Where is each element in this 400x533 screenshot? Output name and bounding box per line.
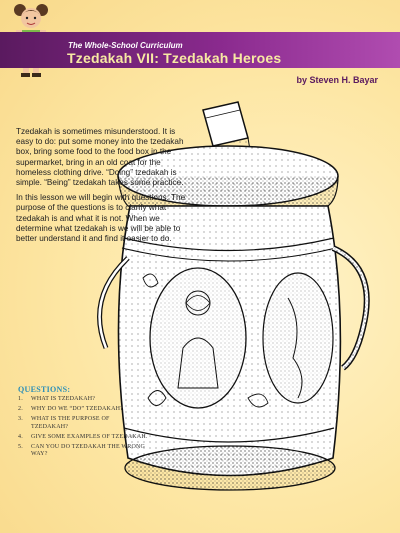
questions-heading: QUESTIONS: xyxy=(18,385,71,394)
question-item xyxy=(18,444,148,458)
question-item xyxy=(18,416,148,430)
question-item xyxy=(18,434,148,441)
questions-list xyxy=(18,396,148,461)
question-number: 4. xyxy=(18,433,23,440)
intro-paragraph: Tzedakah is sometimes misunderstood. It is easy to do: put some money into the tzedakah box, bring some food to the food box in the supermarket, bring in an old coat for the homeless clothing drive. “Doing” tzedakah is simple. “Being” tzedakah takes some practice. xyxy=(16,127,184,188)
question-item xyxy=(18,406,148,413)
series-label: The Whole-School Curriculum xyxy=(68,41,183,50)
page-title: Tzedakah VII: Tzedakah Heroes xyxy=(67,50,282,66)
lesson-paragraph: In this lesson we will begin with questions. The purpose of the questions is to clarify what tzedakah is and what it is not. When we determine what tzedakah is we will be able to better understand it and find it easier to do. xyxy=(16,193,186,244)
question-number: 5. xyxy=(18,444,23,451)
question-number: 2. xyxy=(18,406,23,413)
article-body xyxy=(16,127,186,249)
question-number: 1. xyxy=(18,396,23,402)
question-text: WHY DO WE “DO” TZEDAKAH? xyxy=(31,406,123,413)
question-text: WHAT IS TZEDAKAH? xyxy=(31,396,96,402)
question-number: 3. xyxy=(18,416,23,423)
question-text: WHAT IS THE PURPOSE OF TZEDAKAH? xyxy=(31,416,110,430)
question-text: CAN YOU DO TZEDAKAH THE WRONG WAY? xyxy=(31,444,146,458)
question-text: GIVE SOME EXAMPLES OF TZEDAKAH. xyxy=(31,433,148,440)
question-item xyxy=(18,396,148,403)
author-byline: by Steven H. Bayar xyxy=(296,75,378,85)
